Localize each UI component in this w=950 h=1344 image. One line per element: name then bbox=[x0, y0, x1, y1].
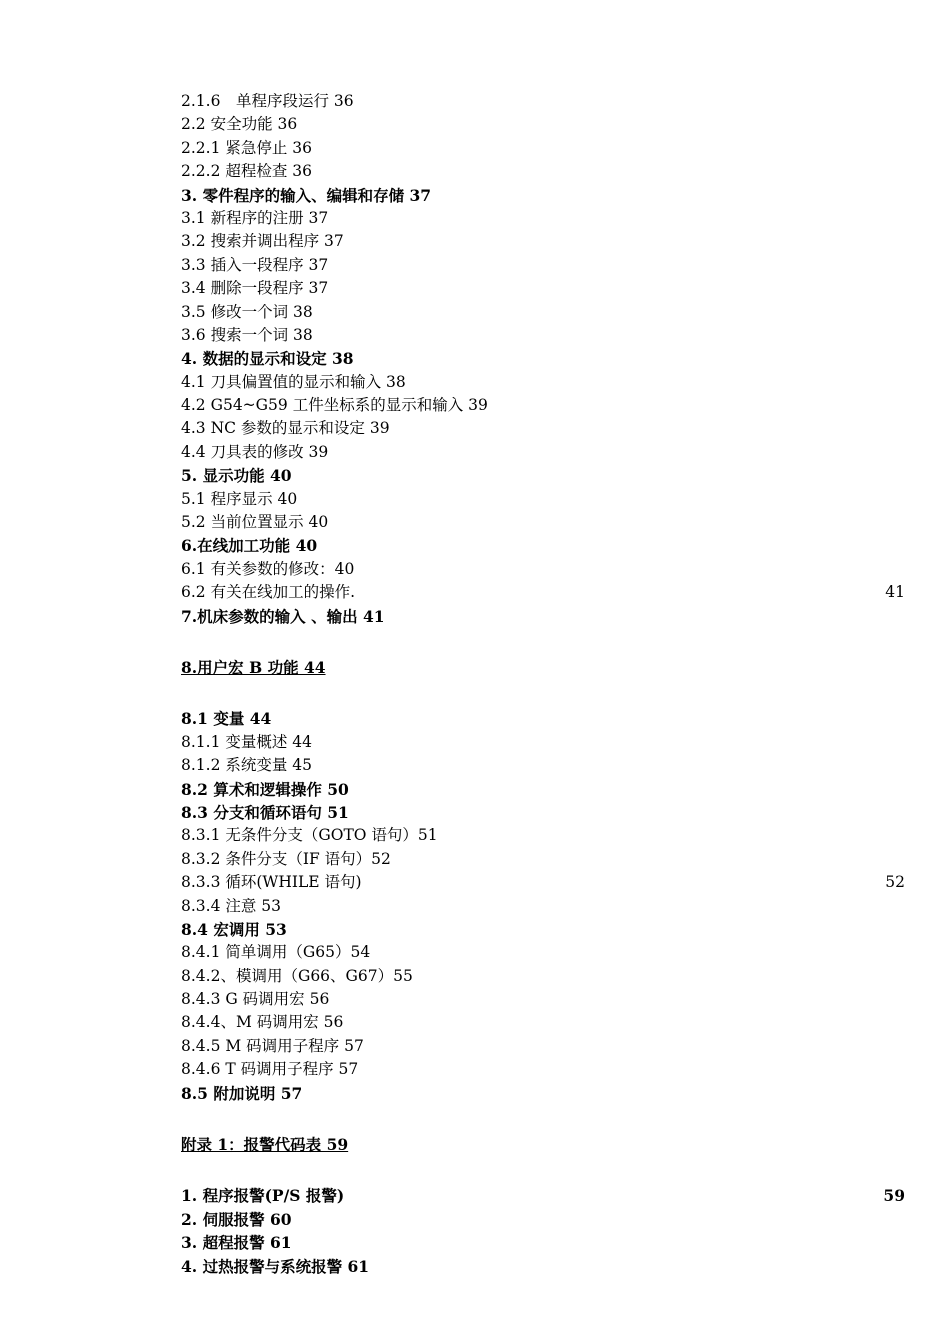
toc-entry-text: 8.3.4 注意 53 bbox=[181, 896, 282, 915]
toc-entry-text: 3.2 搜索并调出程序 37 bbox=[181, 232, 344, 251]
toc-entry bbox=[181, 558, 905, 581]
toc-entry bbox=[181, 778, 905, 801]
toc-entry bbox=[181, 324, 905, 347]
toc-entry-text: 6.在线加工功能 40 bbox=[181, 536, 318, 556]
toc-entry bbox=[181, 301, 905, 324]
toc-entry-text: 3.1 新程序的注册 37 bbox=[181, 208, 329, 227]
toc-entry bbox=[181, 801, 905, 824]
toc-entry-page-number: 52 bbox=[885, 873, 905, 892]
toc-entry-text: 8.2 算术和逻辑操作 50 bbox=[181, 779, 349, 799]
toc-entry-text: 4.4 刀具表的修改 39 bbox=[181, 442, 329, 461]
toc-entry bbox=[181, 464, 905, 487]
toc-entry-text: 5.1 程序显示 40 bbox=[181, 489, 298, 508]
toc-entry bbox=[181, 656, 905, 679]
toc-entry bbox=[181, 754, 905, 777]
toc-entry bbox=[181, 1255, 905, 1278]
toc-entry-text: 8.4.1 简单调用（G65）54 bbox=[181, 943, 371, 962]
toc-entry-text: 3.3 插入一段程序 37 bbox=[181, 255, 329, 274]
toc-entry-text: 8.4.2、模调用（G66、G67）55 bbox=[181, 966, 413, 985]
toc-entry bbox=[181, 918, 905, 941]
toc-entry-text: 2.2.1 紧急停止 36 bbox=[181, 138, 313, 157]
toc-entry bbox=[181, 534, 905, 557]
toc-entry-text: 7.机床参数的输入 、输出 41 bbox=[181, 606, 385, 626]
toc-entry bbox=[181, 160, 905, 183]
toc-entry-text: 4. 过热报警与系统报警 61 bbox=[181, 1256, 370, 1276]
toc-entry bbox=[181, 1184, 905, 1207]
toc-entry-text: 2. 伺服报警 60 bbox=[181, 1209, 292, 1229]
toc-entry bbox=[181, 417, 905, 440]
toc-entry bbox=[181, 707, 905, 730]
toc-entry-text: 2.2.2 超程检查 36 bbox=[181, 162, 313, 181]
toc-entry bbox=[181, 988, 905, 1011]
toc-entry-text: 8.4.6 T 码调用子程序 57 bbox=[181, 1060, 359, 1079]
toc-entry-page-number: 59 bbox=[883, 1186, 905, 1206]
toc-entry-text: 6.1 有关参数的修改：40 bbox=[181, 559, 355, 578]
toc-entry bbox=[181, 871, 905, 894]
toc-entry bbox=[181, 347, 905, 370]
toc-entry bbox=[181, 230, 905, 253]
toc-entry-text: 8.4 宏调用 53 bbox=[181, 919, 287, 939]
toc-entry-text: 8.3.2 条件分支（IF 语句）52 bbox=[181, 849, 391, 868]
toc-entry-text: 8.5 附加说明 57 bbox=[181, 1083, 303, 1103]
toc-entry bbox=[181, 1058, 905, 1081]
toc-entry-text: 1. 程序报警(P/S 报警) bbox=[181, 1186, 345, 1206]
toc-entry bbox=[181, 731, 905, 754]
toc-entry-text: 5. 显示功能 40 bbox=[181, 466, 292, 486]
toc-entry-text: 3. 超程报警 61 bbox=[181, 1233, 292, 1253]
toc-entry-text: 8.4.5 M 码调用子程序 57 bbox=[181, 1036, 364, 1055]
toc-entry bbox=[181, 605, 905, 628]
toc-entry bbox=[181, 511, 905, 534]
toc-entry-text: 8.3 分支和循环语句 51 bbox=[181, 802, 349, 822]
toc-entry bbox=[181, 488, 905, 511]
toc-entry bbox=[181, 848, 905, 871]
toc-entry bbox=[181, 441, 905, 464]
toc-entry bbox=[181, 941, 905, 964]
toc-entry-text: 8.1.2 系统变量 45 bbox=[181, 756, 313, 775]
toc-entry-page-number: 41 bbox=[885, 583, 905, 602]
toc-entry bbox=[181, 137, 905, 160]
toc-entry-text: 4.2 G54~G59 工件坐标系的显示和输入 39 bbox=[181, 396, 488, 415]
toc-entry bbox=[181, 1231, 905, 1254]
toc-entry bbox=[181, 1208, 905, 1231]
toc-entry-text: 4.3 NC 参数的显示和设定 39 bbox=[181, 419, 390, 438]
toc-entry bbox=[181, 1035, 905, 1058]
toc-entry-text: 5.2 当前位置显示 40 bbox=[181, 513, 329, 532]
toc-entry bbox=[181, 277, 905, 300]
toc-entry-text: 附录 1：报警代码表 59 bbox=[181, 1135, 349, 1155]
toc-entry bbox=[181, 965, 905, 988]
toc-entry bbox=[181, 371, 905, 394]
toc-entry-text: 2.2 安全功能 36 bbox=[181, 115, 298, 134]
toc-entry-text: 8.1 变量 44 bbox=[181, 709, 272, 729]
toc-entry-text: 8.用户宏 B 功能 44 bbox=[181, 657, 326, 677]
toc-entry bbox=[181, 581, 905, 604]
toc-entry-text: 4. 数据的显示和设定 38 bbox=[181, 349, 354, 369]
toc-entry-text: 8.4.3 G 码调用宏 56 bbox=[181, 990, 330, 1009]
toc-entry bbox=[181, 1133, 905, 1156]
toc-entry-text: 3.6 搜索一个词 38 bbox=[181, 325, 313, 344]
toc-entry bbox=[181, 254, 905, 277]
toc-entry-text: 8.1.1 变量概述 44 bbox=[181, 732, 313, 751]
toc-entry bbox=[181, 895, 905, 918]
toc-entry bbox=[181, 394, 905, 417]
toc-entry-text: 8.3.1 无条件分支（GOTO 语句）51 bbox=[181, 826, 438, 845]
toc-entry bbox=[181, 90, 905, 113]
toc-entry-text: 4.1 刀具偏置值的显示和输入 38 bbox=[181, 372, 406, 391]
table-of-contents bbox=[181, 90, 905, 1278]
toc-entry-text: 2.1.6 单程序段运行 36 bbox=[181, 92, 354, 110]
toc-entry-text: 8.3.3 循环(WHILE 语句) bbox=[181, 873, 362, 892]
toc-entry bbox=[181, 1082, 905, 1105]
toc-entry bbox=[181, 184, 905, 207]
toc-entry-text: 8.4.4、M 码调用宏 56 bbox=[181, 1013, 344, 1032]
toc-entry-text: 3.4 删除一段程序 37 bbox=[181, 279, 329, 298]
toc-entry bbox=[181, 207, 905, 230]
toc-entry-text: 6.2 有关在线加工的操作. bbox=[181, 583, 356, 602]
toc-entry bbox=[181, 1011, 905, 1034]
toc-entry bbox=[181, 113, 905, 136]
toc-entry-text: 3.5 修改一个词 38 bbox=[181, 302, 313, 321]
toc-entry bbox=[181, 824, 905, 847]
toc-entry-text: 3. 零件程序的输入、编辑和存储 37 bbox=[181, 185, 432, 205]
